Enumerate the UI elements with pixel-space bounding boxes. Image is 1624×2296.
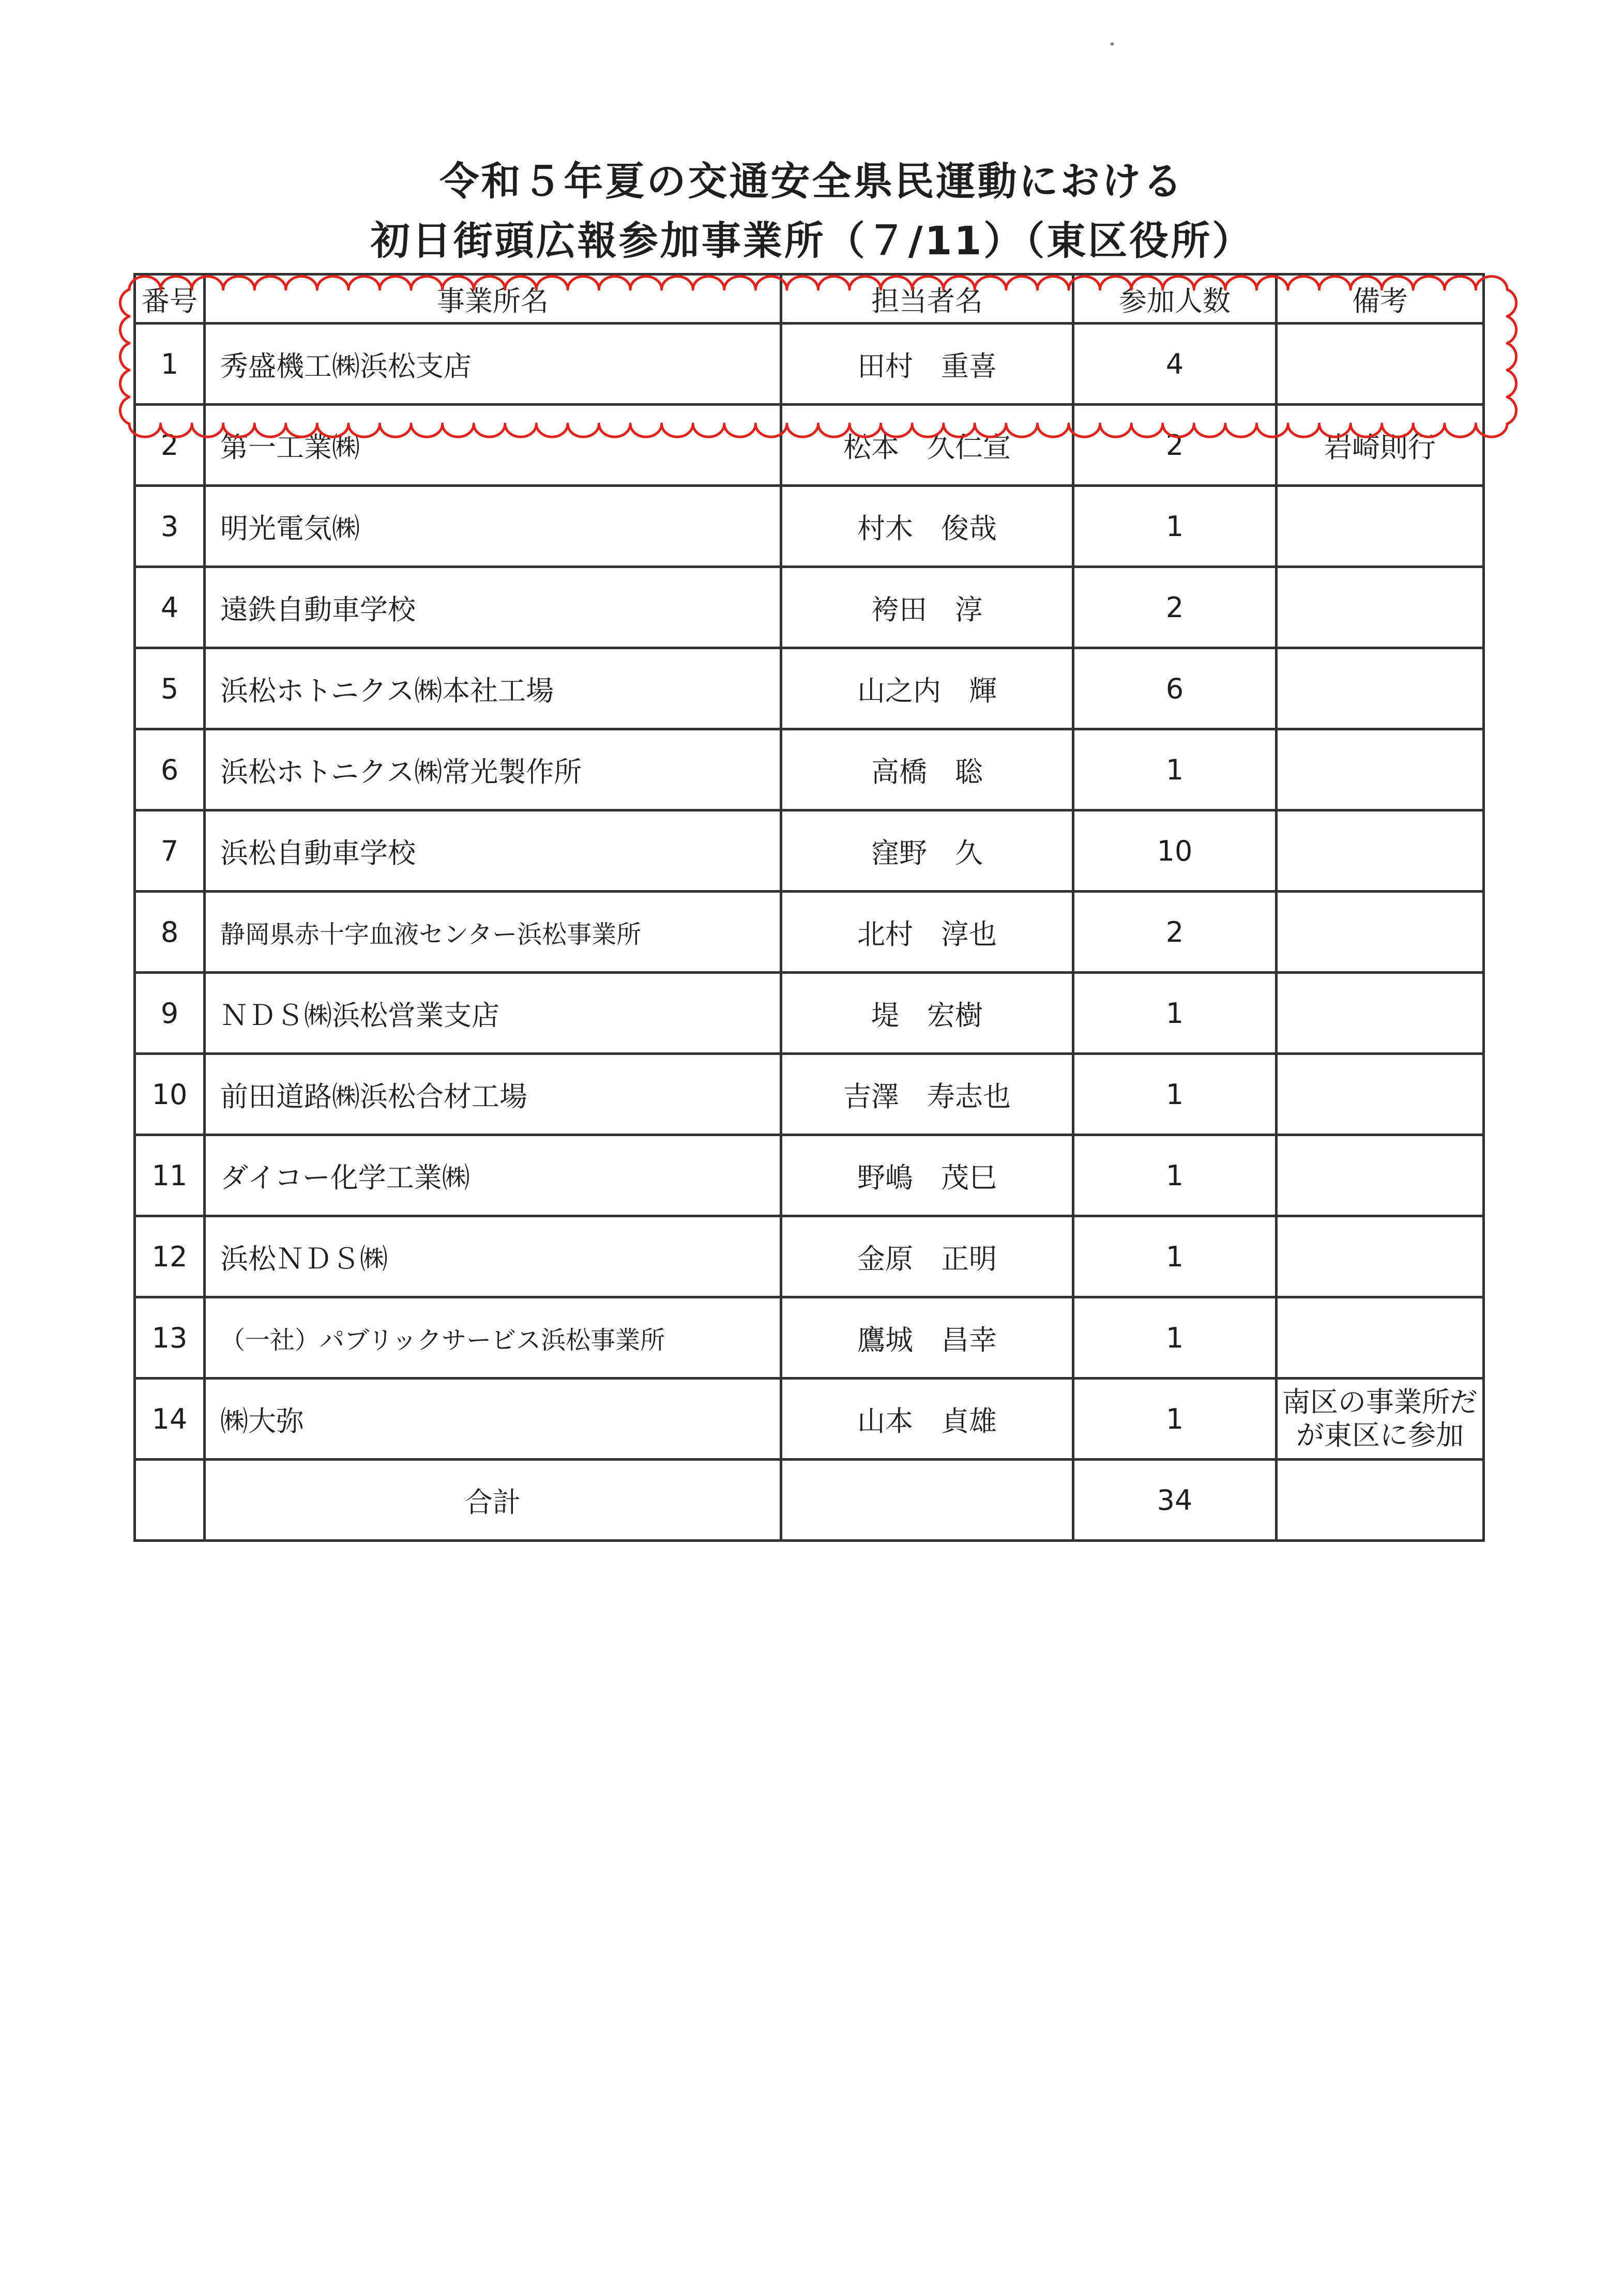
participant-count: 2 bbox=[1073, 892, 1277, 973]
participant-count: 4 bbox=[1073, 324, 1277, 405]
representative: 堤 宏樹 bbox=[781, 973, 1073, 1054]
header-number: 番号 bbox=[135, 274, 205, 324]
table-row bbox=[135, 1297, 1484, 1379]
participant-count: 6 bbox=[1073, 648, 1277, 729]
office-name: ＮＤＳ㈱浜松営業支店 bbox=[205, 973, 781, 1054]
remarks bbox=[1277, 892, 1484, 973]
table-row bbox=[135, 973, 1484, 1054]
participant-count: 1 bbox=[1073, 729, 1277, 810]
scan-speck bbox=[1111, 42, 1114, 45]
row-number: 12 bbox=[135, 1216, 205, 1297]
remarks: 岩崎則行 bbox=[1277, 405, 1484, 486]
participant-count: 2 bbox=[1073, 405, 1277, 486]
office-name: 秀盛機工㈱浜松支店 bbox=[205, 324, 781, 405]
table-row bbox=[135, 810, 1484, 892]
office-name: 前田道路㈱浜松合材工場 bbox=[205, 1054, 781, 1135]
remarks bbox=[1277, 729, 1484, 810]
remarks: 南区の事業所だが東区に参加 bbox=[1277, 1379, 1484, 1460]
participant-count: 1 bbox=[1073, 1379, 1277, 1460]
representative: 鷹城 昌幸 bbox=[781, 1297, 1073, 1379]
table-row bbox=[135, 567, 1484, 648]
representative: 山本 貞雄 bbox=[781, 1379, 1073, 1460]
header-remarks: 備考 bbox=[1277, 274, 1484, 324]
representative: 高橋 聡 bbox=[781, 729, 1073, 810]
representative: 金原 正明 bbox=[781, 1216, 1073, 1297]
remarks bbox=[1277, 1216, 1484, 1297]
office-name: 浜松ホトニクス㈱常光製作所 bbox=[205, 729, 781, 810]
table-row bbox=[135, 892, 1484, 973]
row-number: 5 bbox=[135, 648, 205, 729]
representative: 村木 俊哉 bbox=[781, 486, 1073, 567]
total-note-blank bbox=[1277, 1460, 1484, 1541]
participant-count: 2 bbox=[1073, 567, 1277, 648]
participants-table bbox=[133, 273, 1485, 1542]
row-number: 11 bbox=[135, 1135, 205, 1216]
remarks bbox=[1277, 648, 1484, 729]
row-number: 8 bbox=[135, 892, 205, 973]
participant-count: 1 bbox=[1073, 1135, 1277, 1216]
office-name: （一社）パブリックサービス浜松事業所 bbox=[205, 1297, 781, 1379]
table-row bbox=[135, 324, 1484, 405]
row-number: 1 bbox=[135, 324, 205, 405]
office-name: 明光電気㈱ bbox=[205, 486, 781, 567]
total-count: 34 bbox=[1073, 1460, 1277, 1541]
office-name: 遠鉄自動車学校 bbox=[205, 567, 781, 648]
representative: 袴田 淳 bbox=[781, 567, 1073, 648]
remarks bbox=[1277, 567, 1484, 648]
representative: 田村 重喜 bbox=[781, 324, 1073, 405]
office-name: 浜松自動車学校 bbox=[205, 810, 781, 892]
participant-count: 1 bbox=[1073, 486, 1277, 567]
remarks bbox=[1277, 973, 1484, 1054]
row-number: 3 bbox=[135, 486, 205, 567]
representative: 野嶋 茂巳 bbox=[781, 1135, 1073, 1216]
total-rep-blank bbox=[781, 1460, 1073, 1541]
representative: 窪野 久 bbox=[781, 810, 1073, 892]
participant-count: 1 bbox=[1073, 1216, 1277, 1297]
row-number: 10 bbox=[135, 1054, 205, 1135]
row-number: 4 bbox=[135, 567, 205, 648]
participant-count: 1 bbox=[1073, 973, 1277, 1054]
office-name: 静岡県赤十字血液センター浜松事業所 bbox=[205, 892, 781, 973]
row-number: 2 bbox=[135, 405, 205, 486]
office-name: 浜松ＮＤＳ㈱ bbox=[205, 1216, 781, 1297]
header-office-name: 事業所名 bbox=[205, 274, 781, 324]
row-number: 13 bbox=[135, 1297, 205, 1379]
representative: 吉澤 寿志也 bbox=[781, 1054, 1073, 1135]
table-row bbox=[135, 1379, 1484, 1460]
row-number: 9 bbox=[135, 973, 205, 1054]
remarks bbox=[1277, 810, 1484, 892]
office-name: 第一工業㈱ bbox=[205, 405, 781, 486]
remarks bbox=[1277, 1135, 1484, 1216]
row-number: 6 bbox=[135, 729, 205, 810]
row-number: 14 bbox=[135, 1379, 205, 1460]
title-line-1: 令和５年夏の交通安全県民運動における bbox=[439, 158, 1185, 204]
remarks bbox=[1277, 1054, 1484, 1135]
representative: 松本 久仁宣 bbox=[781, 405, 1073, 486]
table-row bbox=[135, 1135, 1484, 1216]
total-row bbox=[135, 1460, 1484, 1541]
office-name: ㈱大弥 bbox=[205, 1379, 781, 1460]
header-representative: 担当者名 bbox=[781, 274, 1073, 324]
table-row bbox=[135, 729, 1484, 810]
table-row bbox=[135, 1054, 1484, 1135]
remarks bbox=[1277, 486, 1484, 567]
header-participant-count: 参加人数 bbox=[1073, 274, 1277, 324]
office-name: ダイコー化学工業㈱ bbox=[205, 1135, 781, 1216]
table-row bbox=[135, 486, 1484, 567]
participant-count: 1 bbox=[1073, 1297, 1277, 1379]
header-row bbox=[135, 274, 1484, 324]
remarks bbox=[1277, 1297, 1484, 1379]
total-number-blank bbox=[135, 1460, 205, 1541]
participant-count: 1 bbox=[1073, 1054, 1277, 1135]
row-number: 7 bbox=[135, 810, 205, 892]
representative: 山之内 輝 bbox=[781, 648, 1073, 729]
title-line-2: 初日街頭広報参加事業所（７/11）（東区役所） bbox=[370, 218, 1254, 264]
table-row bbox=[135, 1216, 1484, 1297]
table-row bbox=[135, 648, 1484, 729]
office-name: 浜松ホトニクス㈱本社工場 bbox=[205, 648, 781, 729]
table-row bbox=[135, 405, 1484, 486]
participant-count: 10 bbox=[1073, 810, 1277, 892]
remarks bbox=[1277, 324, 1484, 405]
representative: 北村 淳也 bbox=[781, 892, 1073, 973]
total-label: 合計 bbox=[205, 1460, 781, 1541]
